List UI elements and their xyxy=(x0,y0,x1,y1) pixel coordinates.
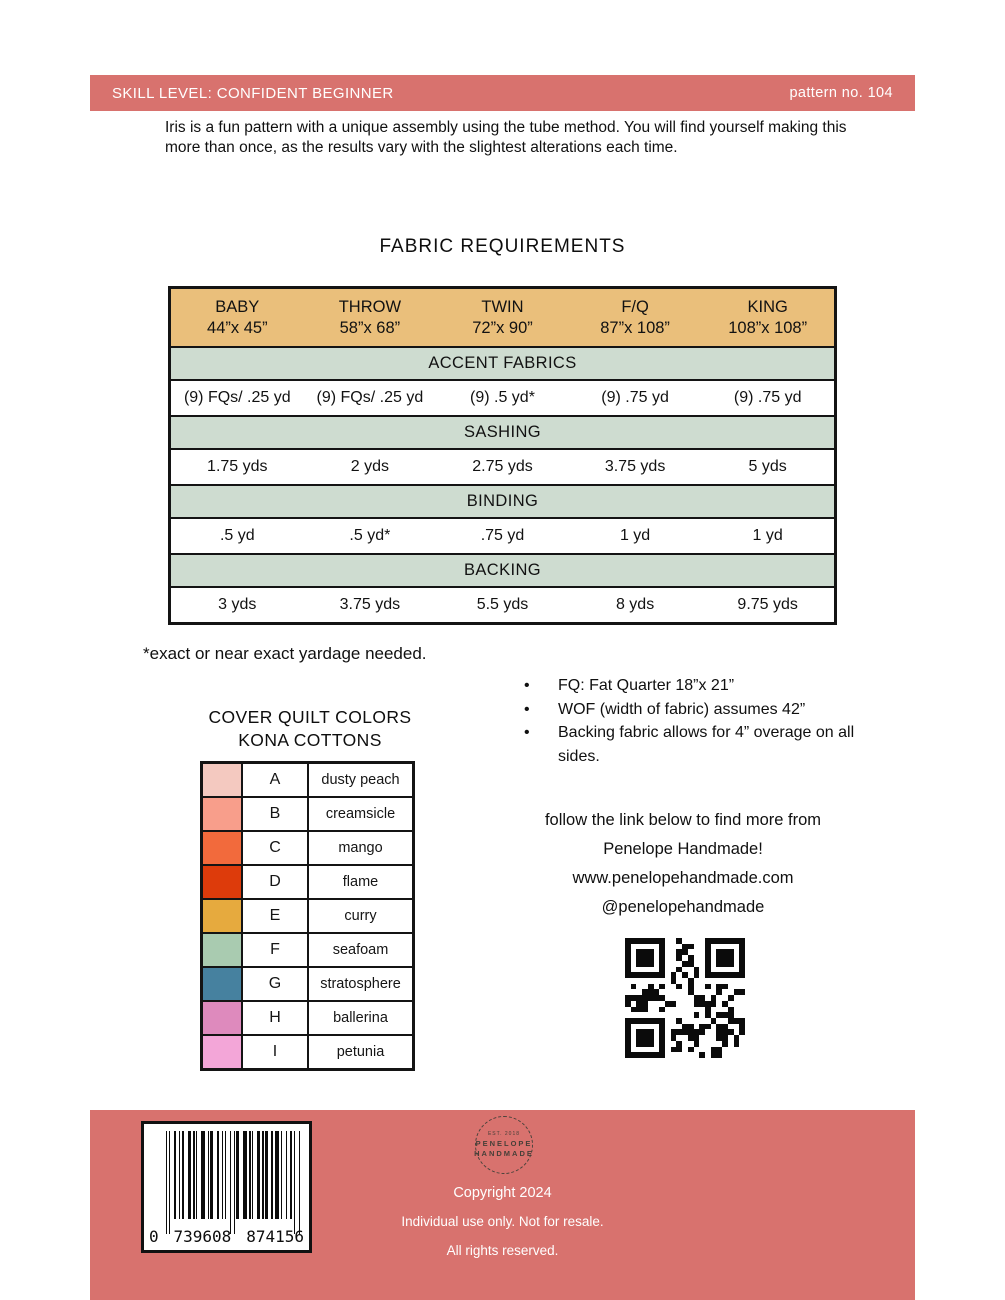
skill-level-label: SKILL LEVEL: CONFIDENT BEGINNER xyxy=(112,84,394,102)
color-letter: E xyxy=(243,900,309,932)
logo-est-text: EST. 2018 xyxy=(487,1131,521,1137)
color-swatch xyxy=(203,866,243,898)
color-row xyxy=(203,864,412,898)
follow-line-2: Penelope Handmade! xyxy=(603,840,763,858)
table-cell: 8 yds xyxy=(615,596,655,613)
fabric-notes-list xyxy=(524,674,869,768)
barcode-prefix: 0 xyxy=(149,1227,159,1246)
color-letter: H xyxy=(243,1002,309,1034)
color-row xyxy=(203,966,412,1000)
color-swatch xyxy=(203,764,243,796)
table-cell: 1.75 yds xyxy=(207,458,268,475)
barcode-group2: 874156 xyxy=(246,1227,304,1246)
backing-values-row xyxy=(171,586,834,622)
table-cell: .5 yd* xyxy=(349,527,391,544)
color-swatch xyxy=(203,798,243,830)
table-cell: 3 yds xyxy=(218,596,257,613)
color-letter: C xyxy=(243,832,309,864)
color-letter: D xyxy=(243,866,309,898)
table-cell: (9) .75 yd xyxy=(601,389,669,406)
size-name: TWIN xyxy=(481,297,524,316)
section-header-sashing xyxy=(171,415,834,448)
section-header-backing xyxy=(171,553,834,586)
note-text: WOF (width of fabric) assumes 42” xyxy=(558,700,806,718)
note-text: FQ: Fat Quarter 18”x 21” xyxy=(558,677,735,694)
list-item xyxy=(524,698,869,722)
table-cell: 5 yds xyxy=(748,458,787,475)
section-label: SASHING xyxy=(463,423,542,441)
size-dimensions: 44”x 45” xyxy=(207,318,268,337)
cover-colors-title xyxy=(200,706,420,752)
logo-line-2: HANDMADE xyxy=(474,1149,534,1158)
color-letter: I xyxy=(243,1036,309,1068)
color-name: petunia xyxy=(336,1044,385,1060)
kona-colors-table xyxy=(200,761,415,1071)
section-header-binding xyxy=(171,484,834,517)
table-cell: 3.75 yds xyxy=(604,458,666,475)
color-name: seafoam xyxy=(332,942,389,958)
color-swatch xyxy=(203,900,243,932)
list-item xyxy=(524,721,869,768)
color-row xyxy=(203,830,412,864)
cover-colors-title-line2: KONA COTTONS xyxy=(238,730,382,750)
fabric-requirements-table xyxy=(168,286,837,625)
color-row xyxy=(203,1000,412,1034)
color-letter: G xyxy=(243,968,309,1000)
cover-colors-title-line1: COVER QUILT COLORS xyxy=(208,707,412,727)
table-cell: 9.75 yds xyxy=(737,596,798,613)
size-dimensions: 72”x 90” xyxy=(472,318,533,337)
intro-line-2: more than once, as the results vary with the slightest alterations each time. xyxy=(165,138,678,156)
binding-values-row xyxy=(171,517,834,553)
penelope-handmade-logo xyxy=(475,1116,533,1174)
table-cell: 1 yd xyxy=(752,527,783,544)
accent-fabrics-values-row xyxy=(171,379,834,415)
size-name: KING xyxy=(747,297,788,316)
bullet-icon: • xyxy=(524,724,530,741)
size-name: THROW xyxy=(338,297,402,316)
table-cell: (9) .5 yd* xyxy=(470,389,535,406)
color-row xyxy=(203,796,412,830)
size-name: BABY xyxy=(215,297,260,316)
color-swatch xyxy=(203,934,243,966)
color-letter: F xyxy=(243,934,309,966)
table-cell: .5 yd xyxy=(219,527,255,544)
logo-line-1: PENELOPE xyxy=(475,1139,533,1148)
section-label: BINDING xyxy=(466,492,539,510)
size-dimensions: 87”x 108” xyxy=(600,318,670,337)
size-column-twin xyxy=(436,289,569,346)
bullet-icon: • xyxy=(524,677,530,694)
table-cell: (9) FQs/ .25 yd xyxy=(183,389,291,406)
color-name: mango xyxy=(338,840,383,856)
color-swatch xyxy=(203,832,243,864)
section-label: ACCENT FABRICS xyxy=(428,354,577,372)
size-column-throw xyxy=(304,289,437,346)
header-bar xyxy=(90,75,915,111)
table-cell: 5.5 yds xyxy=(476,596,529,613)
table-cell: .75 yd xyxy=(480,527,525,544)
color-letter: B xyxy=(243,798,309,830)
color-name: flame xyxy=(342,874,379,890)
color-name: ballerina xyxy=(333,1010,388,1026)
size-column-fq xyxy=(569,289,702,346)
barcode-group1: 739608 xyxy=(173,1227,232,1246)
color-name: stratosphere xyxy=(320,976,401,992)
color-row xyxy=(203,898,412,932)
intro-paragraph xyxy=(165,118,875,157)
table-cell: 1 yd xyxy=(619,527,651,544)
qr-code xyxy=(625,938,745,1058)
copyright-text: Copyright 2024 xyxy=(453,1185,552,1201)
website-link[interactable]: www.penelopehandmade.com xyxy=(572,869,794,887)
color-swatch xyxy=(203,1036,243,1068)
color-row xyxy=(203,764,412,796)
sashing-values-row xyxy=(171,448,834,484)
pattern-number: pattern no. 104 xyxy=(789,85,893,101)
color-name: creamsicle xyxy=(325,806,396,822)
section-label: BACKING xyxy=(463,561,542,579)
color-name: curry xyxy=(344,908,377,924)
color-swatch xyxy=(203,968,243,1000)
size-column-king xyxy=(701,289,834,346)
bullet-icon: • xyxy=(524,700,530,718)
footer-bar xyxy=(90,1110,915,1300)
color-name: dusty peach xyxy=(321,772,400,788)
color-row xyxy=(203,932,412,966)
rights-text: All rights reserved. xyxy=(446,1243,559,1258)
use-note-text: Individual use only. Not for resale. xyxy=(401,1214,604,1229)
size-column-baby xyxy=(171,289,304,346)
color-swatch xyxy=(203,1002,243,1034)
table-cell: (9) FQs/ .25 yd xyxy=(316,389,424,406)
fabric-requirements-title: FABRIC REQUIREMENTS xyxy=(379,236,626,257)
intro-line-1: Iris is a fun pattern with a unique assembly using the tube method. You will find yourself making this xyxy=(165,119,847,136)
yardage-footnote: *exact or near exact yardage needed. xyxy=(143,644,427,663)
table-cell: 3.75 yds xyxy=(339,596,401,613)
size-name: F/Q xyxy=(621,297,649,316)
note-text: Backing fabric allows for 4” overage on all sides. xyxy=(558,724,855,765)
color-row xyxy=(203,1034,412,1068)
size-header-row xyxy=(171,289,834,346)
follow-line-1: follow the link below to find more from xyxy=(544,811,822,829)
table-cell: 2 yds xyxy=(350,458,390,475)
size-dimensions: 58”x 68” xyxy=(339,318,401,337)
color-letter: A xyxy=(243,764,309,796)
social-handle[interactable]: @penelopehandmade xyxy=(601,898,765,916)
size-dimensions: 108”x 108” xyxy=(728,318,808,337)
list-item xyxy=(524,674,869,698)
table-cell: 2.75 yds xyxy=(472,458,533,475)
section-header-accent-fabrics xyxy=(171,346,834,379)
table-cell: (9) .75 yd xyxy=(733,389,802,406)
follow-block xyxy=(478,806,888,922)
